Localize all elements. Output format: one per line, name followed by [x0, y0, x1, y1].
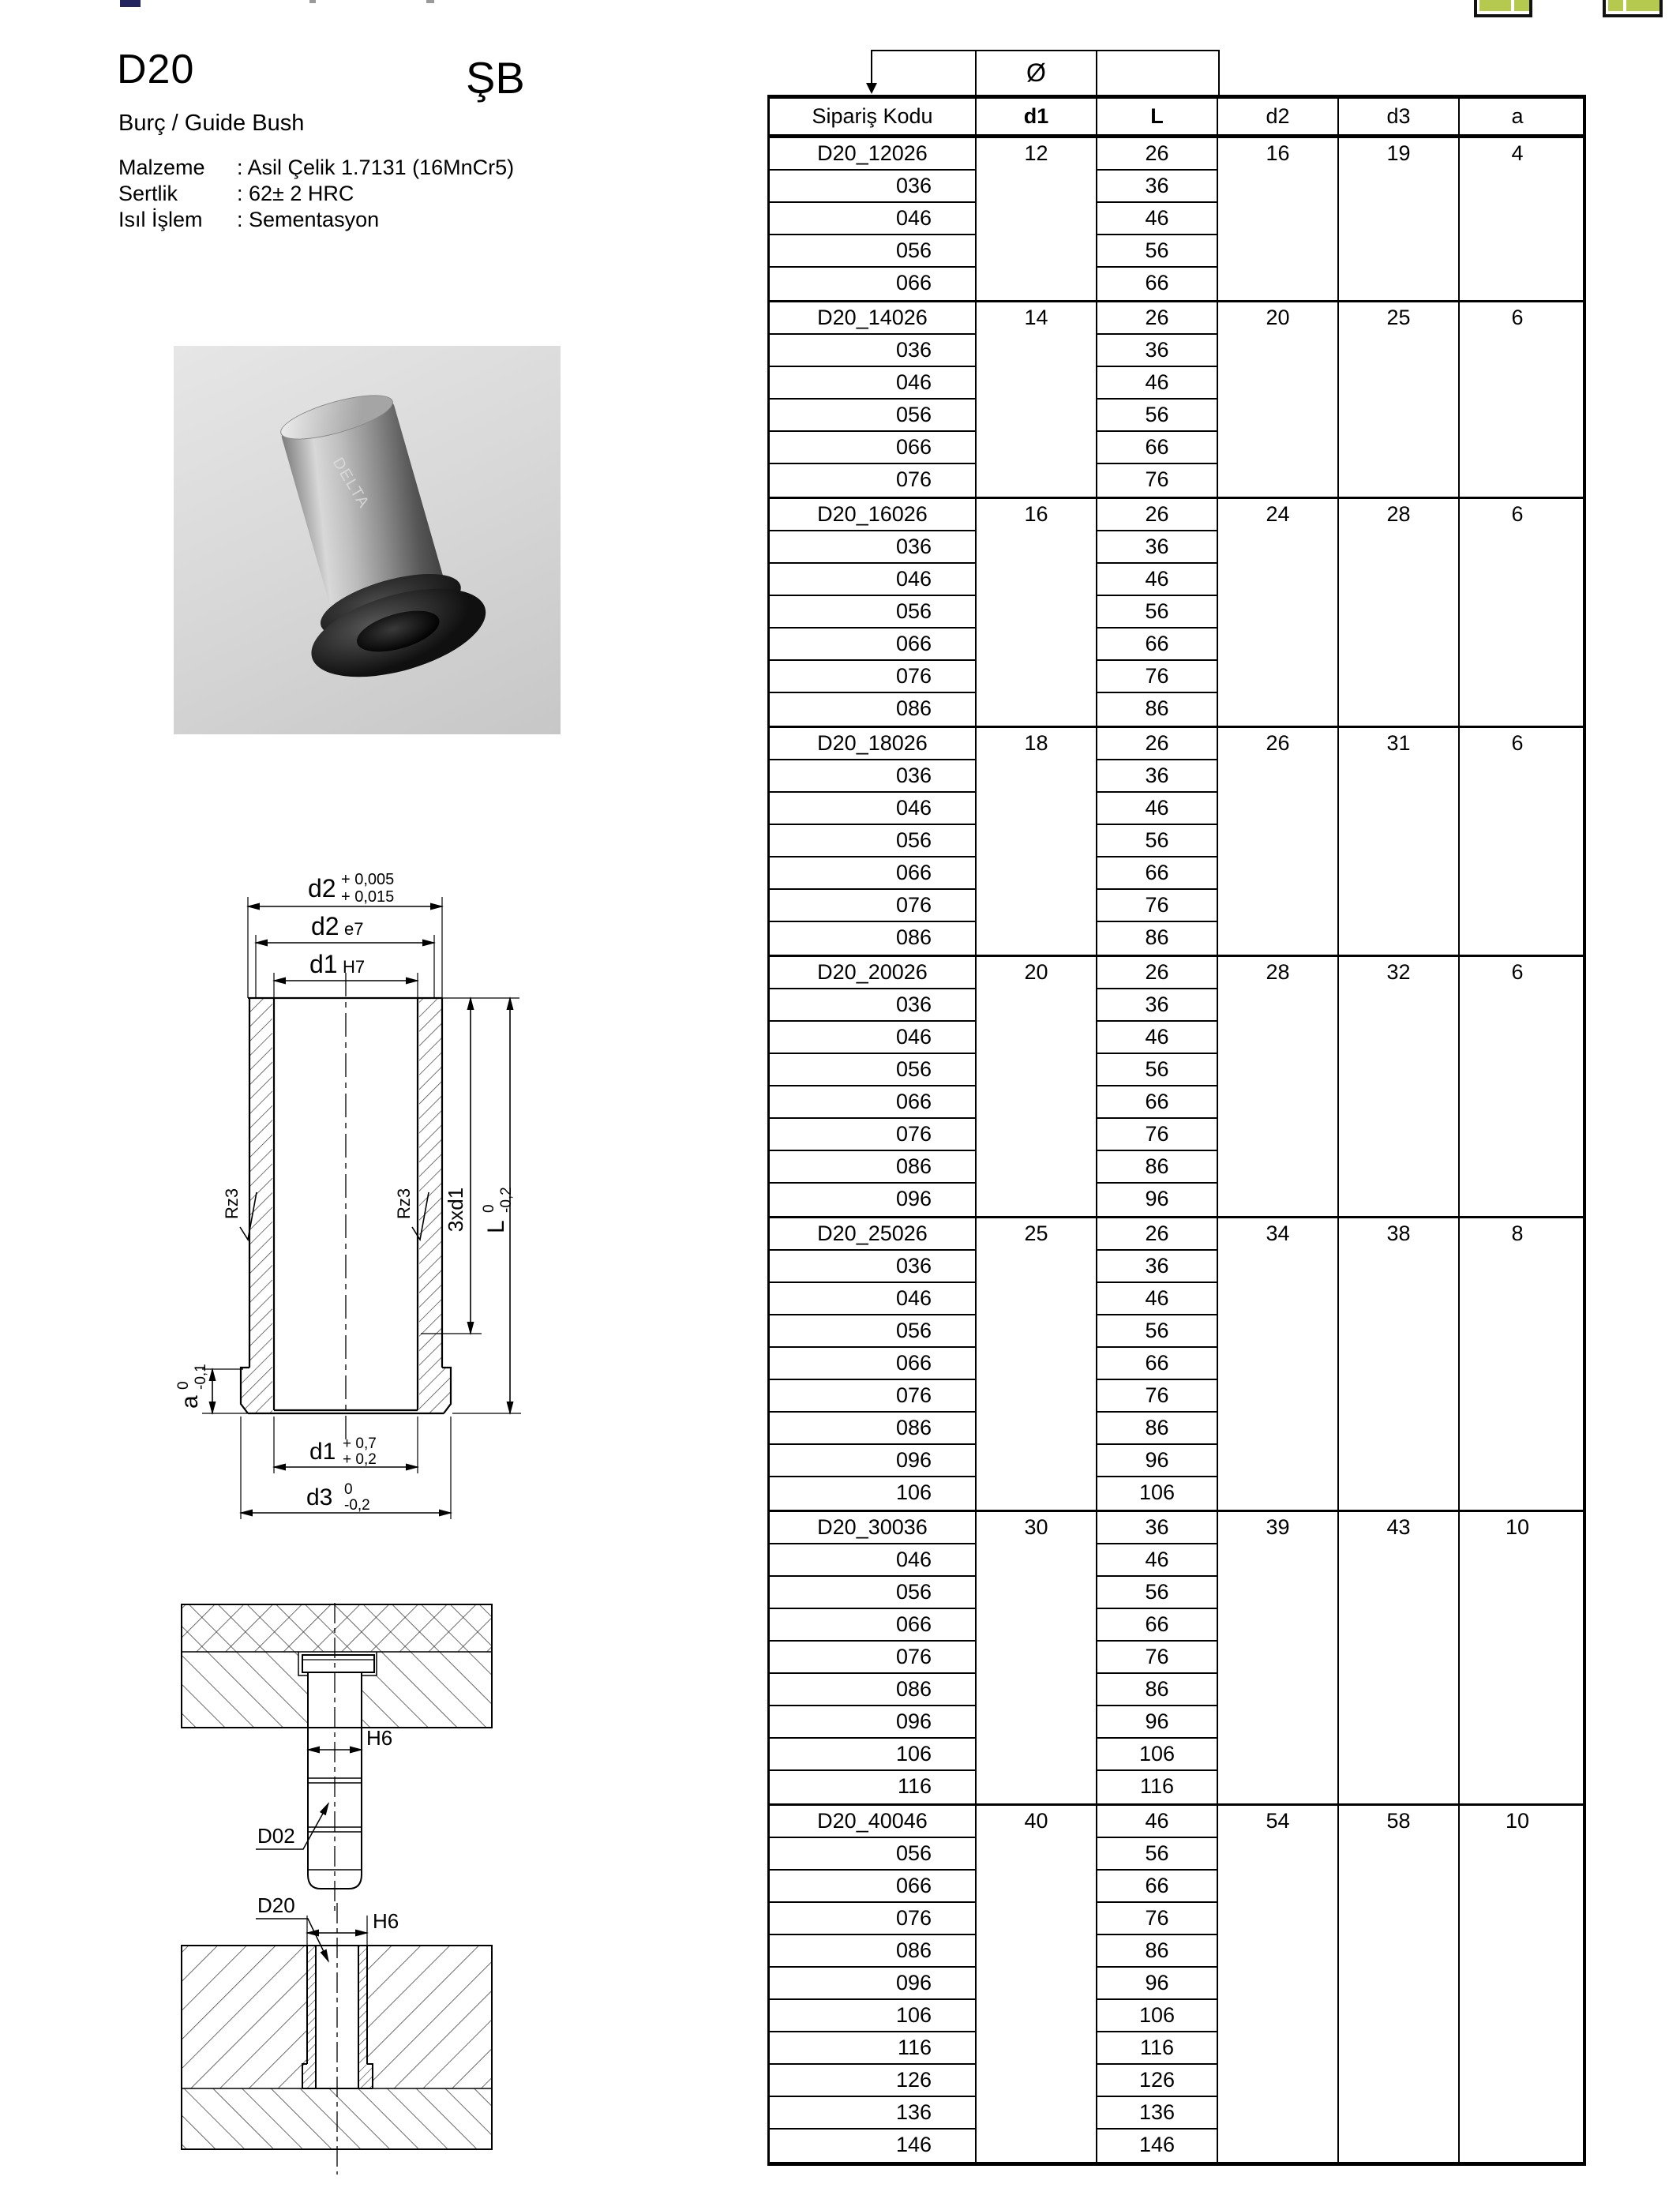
d3-cell [1337, 728, 1458, 955]
d1-cell [975, 302, 1096, 497]
svg-text:a: a [177, 1395, 203, 1409]
order-code-suffix: 096 [770, 1445, 975, 1477]
order-code-suffix: 056 [770, 1054, 975, 1086]
length-value: 106 [1138, 1480, 1176, 1504]
order-code-suffix: 086 [770, 1151, 975, 1184]
page-artifact [309, 0, 316, 3]
order-code-column [770, 138, 975, 300]
d2-value: 34 [1266, 1221, 1290, 1245]
d2-value: 16 [1266, 141, 1290, 165]
d3-value: 25 [1386, 306, 1411, 329]
spec-list [118, 155, 514, 233]
cropped-logo [120, 0, 141, 7]
order-code-suffix: 036 [770, 335, 975, 367]
length-value: 46 [1097, 793, 1217, 825]
length-column [1096, 138, 1217, 300]
order-code-suffix: 036 [770, 171, 975, 203]
a-value: 6 [1511, 731, 1524, 755]
spec-material [118, 155, 514, 181]
length-value: 66 [1097, 629, 1217, 661]
length-value: 66 [1097, 1086, 1217, 1119]
order-code-suffix: 086 [895, 696, 932, 720]
order-code-suffix: 056 [770, 1838, 975, 1871]
order-code-suffix: 066 [770, 432, 975, 464]
order-code-suffix: 046 [770, 793, 975, 825]
installation-drawing-top [158, 1603, 505, 1915]
order-code-suffix: 066 [770, 1348, 975, 1380]
length-value: 86 [1097, 1674, 1217, 1706]
a-value: 8 [1511, 1221, 1524, 1245]
length-column [1096, 728, 1217, 955]
d2-cell [1217, 1806, 1337, 2162]
a-cell [1458, 957, 1575, 1216]
order-code-suffix: 096 [895, 1187, 932, 1210]
d3-value: 43 [1386, 1515, 1411, 1539]
svg-text:L: L [483, 1220, 509, 1233]
table-group [770, 1218, 1583, 1512]
order-code-suffix: 106 [770, 1739, 975, 1771]
length-value: 36 [1097, 760, 1217, 793]
length-value: 86 [1145, 696, 1169, 720]
length-value: 86 [1097, 1413, 1217, 1445]
order-code: D20_18026 [770, 728, 975, 760]
length-value: 56 [1097, 825, 1217, 857]
length-value: 96 [1145, 1187, 1169, 1210]
order-code-suffix: 116 [897, 1774, 932, 1798]
d1-value: 16 [1024, 502, 1048, 526]
length-value: 26 [1097, 302, 1217, 335]
order-code-suffix: 126 [770, 2065, 975, 2097]
length-value: 26 [1097, 728, 1217, 760]
fit-label-h6: H6 [366, 1726, 393, 1750]
order-code-suffix: 066 [770, 1609, 975, 1642]
dim-label-3xd1: 3xd1 [444, 1187, 467, 1233]
order-code-suffix: 046 [770, 564, 975, 596]
length-value: 36 [1097, 989, 1217, 1022]
length-value: 86 [1145, 925, 1169, 949]
length-value: 86 [1097, 1151, 1217, 1184]
d3-value: 28 [1386, 502, 1411, 526]
length-column [1096, 499, 1217, 726]
d1-cell [975, 1218, 1096, 1510]
order-code-suffix: 066 [895, 271, 932, 295]
order-code-suffix: 036 [770, 531, 975, 564]
order-code: D20_14026 [770, 302, 975, 335]
order-code-suffix: 116 [770, 2032, 975, 2065]
length-value: 116 [1139, 1774, 1175, 1798]
d1-value: 20 [1024, 960, 1048, 984]
length-value: 56 [1097, 1577, 1217, 1609]
spec-value: : Sementasyon [237, 208, 380, 231]
section-drawing [109, 862, 542, 1560]
order-code-suffix: 046 [770, 367, 975, 400]
header-d3: d3 [1337, 99, 1458, 134]
dim-tol-lower: + 0,2 [343, 1451, 377, 1468]
svg-text:-0,2: -0,2 [498, 1187, 515, 1213]
order-code: D20_16026 [770, 499, 975, 531]
length-value: 126 [1097, 2065, 1217, 2097]
length-value: 86 [1097, 1935, 1217, 1968]
length-value: 56 [1097, 1838, 1217, 1871]
order-code-suffix: 086 [895, 925, 932, 949]
length-value: 56 [1097, 1054, 1217, 1086]
table-group [770, 728, 1583, 957]
brand-text: DELTA [328, 454, 373, 512]
d2-cell [1217, 1218, 1337, 1510]
d1-cell [975, 499, 1096, 726]
length-value: 96 [1097, 1445, 1217, 1477]
surface-finish-label: Rz3 [222, 1188, 242, 1219]
spec-value: : 62± 2 HRC [237, 182, 354, 205]
length-column [1096, 1218, 1217, 1510]
length-value: 66 [1097, 1609, 1217, 1642]
header-a: a [1458, 99, 1575, 134]
d3-cell [1337, 1512, 1458, 1803]
d3-cell [1337, 1806, 1458, 2162]
order-code-suffix: 096 [770, 1706, 975, 1739]
order-code-suffix: 036 [770, 989, 975, 1022]
length-value: 36 [1097, 1251, 1217, 1283]
table-body [767, 138, 1586, 2166]
length-value: 56 [1097, 235, 1217, 268]
spec-value: : Asil Çelik 1.7131 (16MnCr5) [237, 156, 515, 179]
d3-value: 19 [1386, 141, 1411, 165]
order-code-suffix: 106 [770, 2000, 975, 2032]
order-code-suffix: 036 [770, 760, 975, 793]
d1-value: 40 [1024, 1809, 1048, 1833]
order-code-suffix: 076 [770, 1903, 975, 1935]
product-photo [174, 346, 561, 734]
length-value: 46 [1097, 367, 1217, 400]
d3-cell [1337, 138, 1458, 300]
d3-cell [1337, 302, 1458, 497]
length-column [1096, 1806, 1217, 2162]
length-value: 66 [1097, 857, 1217, 890]
empty-header-cell [1097, 50, 1220, 95]
product-name: Burç / Guide Bush [118, 111, 305, 136]
length-value: 36 [1097, 335, 1217, 367]
order-code-suffix: 056 [770, 825, 975, 857]
dim-tol-lower: -0,2 [344, 1497, 370, 1514]
d2-value: 54 [1266, 1809, 1290, 1833]
order-code-column [770, 499, 975, 726]
a-cell [1458, 302, 1575, 497]
d3-cell [1337, 1218, 1458, 1510]
code-pointer-line [871, 50, 872, 83]
order-code-suffix: 076 [895, 467, 932, 491]
order-code-suffix: 076 [770, 661, 975, 693]
order-code-suffix: 056 [770, 400, 975, 432]
installation-drawing-bottom [158, 1889, 505, 2199]
down-arrow-icon [866, 83, 877, 94]
a-value: 6 [1511, 960, 1524, 984]
dim-label-a [175, 1364, 209, 1409]
length-value: 46 [1097, 203, 1217, 235]
spec-label: Malzeme [118, 156, 205, 179]
length-value: 56 [1097, 596, 1217, 629]
order-code-suffix: 066 [770, 1871, 975, 1903]
d3-cell [1337, 957, 1458, 1216]
order-code-suffix: 046 [770, 1544, 975, 1577]
length-value: 26 [1097, 957, 1217, 989]
length-value: 106 [1097, 2000, 1217, 2032]
pin-ref-label: D02 [257, 1824, 295, 1848]
spec-hardness [118, 181, 514, 207]
d1-cell [975, 138, 1096, 300]
length-value: 66 [1097, 1348, 1217, 1380]
length-value: 36 [1097, 1512, 1217, 1544]
a-value: 10 [1505, 1809, 1530, 1833]
order-code-suffix: 066 [770, 629, 975, 661]
d1-cell [975, 728, 1096, 955]
d2-cell [1217, 302, 1337, 497]
spec-heat-treatment [118, 207, 514, 233]
length-value: 76 [1097, 890, 1217, 922]
order-code-suffix: 076 [770, 1119, 975, 1151]
d1-value: 12 [1024, 141, 1048, 165]
a-value: 4 [1511, 141, 1524, 165]
d1-value: 18 [1024, 731, 1048, 755]
length-value: 46 [1097, 1544, 1217, 1577]
length-value: 76 [1097, 1903, 1217, 1935]
d2-cell [1217, 1512, 1337, 1803]
table-pre-header [767, 50, 1586, 95]
table-group [770, 138, 1583, 302]
d3-value: 38 [1386, 1221, 1411, 1245]
dim-tol-upper: 0 [344, 1481, 353, 1498]
page-title: D20 [117, 47, 195, 92]
order-code-suffix: 056 [770, 235, 975, 268]
header-d1: d1 [975, 99, 1096, 134]
order-code-suffix: 056 [770, 1315, 975, 1348]
table-group [770, 957, 1583, 1218]
order-code-column [770, 957, 975, 1216]
a-cell [1458, 1512, 1575, 1803]
d2-value: 20 [1266, 306, 1290, 329]
order-code-suffix: 076 [770, 1380, 975, 1413]
dim-label-d1-h7: d1 [309, 950, 338, 978]
length-value: 46 [1097, 1806, 1217, 1838]
order-code-suffix: 076 [770, 1642, 975, 1674]
order-code-column [770, 302, 975, 497]
fit-label-h6: H6 [373, 1909, 399, 1933]
order-code: D20_40046 [770, 1806, 975, 1838]
surface-finish-label: Rz3 [394, 1188, 414, 1219]
length-value: 46 [1097, 1022, 1217, 1054]
order-code-suffix: 146 [895, 2133, 932, 2156]
header-L: L [1096, 99, 1217, 134]
svg-text:-0,1: -0,1 [193, 1364, 209, 1390]
order-code-suffix: 066 [770, 857, 975, 890]
length-value: 76 [1097, 1380, 1217, 1413]
d1-cell [975, 1806, 1096, 2162]
dim-label-d3-tol: d3 [306, 1484, 333, 1510]
length-value: 76 [1097, 661, 1217, 693]
a-cell [1458, 728, 1575, 955]
length-value: 26 [1097, 499, 1217, 531]
svg-text:0: 0 [175, 1381, 192, 1390]
d3-value: 58 [1386, 1809, 1411, 1833]
d1-cell [975, 1512, 1096, 1803]
order-code-suffix: 056 [770, 596, 975, 629]
page-artifact [426, 0, 434, 3]
d3-value: 31 [1386, 731, 1411, 755]
length-value: 26 [1097, 138, 1217, 171]
d2-value: 26 [1266, 731, 1290, 755]
length-value: 36 [1097, 171, 1217, 203]
length-column [1096, 957, 1217, 1216]
mold-plate-icon [1474, 0, 1532, 17]
order-code-suffix: 106 [895, 1480, 932, 1504]
length-value: 76 [1145, 467, 1169, 491]
table-group [770, 499, 1583, 728]
a-value: 6 [1511, 502, 1524, 526]
length-column [1096, 302, 1217, 497]
order-code-suffix: 046 [770, 1022, 975, 1054]
d2-cell [1217, 499, 1337, 726]
order-code-column [770, 1218, 975, 1510]
order-code: D20_20026 [770, 957, 975, 989]
d1-cell [975, 957, 1096, 1216]
spec-label: Sertlik [118, 182, 178, 205]
table-group [770, 302, 1583, 499]
order-code-suffix: 086 [770, 1413, 975, 1445]
header-order-code: Sipariş Kodu [812, 104, 933, 128]
dim-tol-lower: + 0,015 [341, 888, 395, 906]
order-code-suffix: 046 [770, 203, 975, 235]
series-code: ŞB [466, 53, 525, 103]
d2-cell [1217, 138, 1337, 300]
length-column [1096, 1512, 1217, 1803]
d3-value: 32 [1386, 960, 1411, 984]
order-code-suffix: 046 [770, 1283, 975, 1315]
order-code-suffix: 096 [770, 1968, 975, 2000]
table-group [770, 1512, 1583, 1806]
d1-value: 25 [1024, 1221, 1048, 1245]
mold-plate-icon [1603, 0, 1663, 17]
size-table [767, 50, 1586, 2166]
length-value: 66 [1097, 1871, 1217, 1903]
d1-value: 14 [1024, 306, 1048, 329]
order-code-suffix: 086 [770, 1674, 975, 1706]
order-code-suffix: 076 [770, 890, 975, 922]
dim-label-d1-tol: d1 [309, 1439, 336, 1465]
order-code-column [770, 1806, 975, 2162]
diameter-symbol-cell: Ø [975, 50, 1097, 95]
order-code-suffix: 056 [770, 1577, 975, 1609]
order-code-column [770, 728, 975, 955]
order-code-suffix: 036 [770, 1251, 975, 1283]
dim-fit-h7: H7 [343, 957, 366, 977]
dim-label-d2-e7: d2 [311, 912, 339, 940]
order-code-suffix: 086 [770, 1935, 975, 1968]
order-code: D20_30036 [770, 1512, 975, 1544]
d2-value: 39 [1266, 1515, 1290, 1539]
length-value: 66 [1145, 271, 1169, 295]
order-code: D20_12026 [770, 138, 975, 171]
length-value: 26 [1097, 1218, 1217, 1251]
order-code-suffix: 066 [770, 1086, 975, 1119]
table-header-row [767, 95, 1586, 138]
length-value: 96 [1097, 1968, 1217, 2000]
d2-value: 24 [1266, 502, 1290, 526]
dim-tol-upper: + 0,7 [343, 1435, 377, 1452]
d2-cell [1217, 957, 1337, 1216]
length-value: 106 [1097, 1739, 1217, 1771]
length-value: 56 [1097, 1315, 1217, 1348]
d2-value: 28 [1266, 960, 1290, 984]
svg-text:0: 0 [481, 1204, 497, 1213]
length-value: 136 [1097, 2097, 1217, 2130]
order-code-column [770, 1512, 975, 1803]
table-group [770, 1806, 1583, 2162]
code-pointer-line [871, 50, 975, 51]
length-value: 76 [1097, 1119, 1217, 1151]
dim-label-d2-tol: d2 [308, 874, 336, 902]
order-code: D20_25026 [770, 1218, 975, 1251]
dim-fit-e7: e7 [344, 919, 364, 939]
spec-label: Isıl İşlem [118, 208, 203, 231]
length-value: 46 [1097, 564, 1217, 596]
a-cell [1458, 138, 1575, 300]
a-cell [1458, 1806, 1575, 2162]
d3-cell [1337, 499, 1458, 726]
dim-tol-upper: + 0,005 [341, 871, 395, 888]
length-value: 36 [1097, 531, 1217, 564]
length-value: 96 [1097, 1706, 1217, 1739]
a-value: 6 [1511, 306, 1524, 329]
guide-bush-photo [181, 346, 553, 734]
header-d2: d2 [1217, 99, 1337, 134]
a-cell [1458, 1218, 1575, 1510]
a-cell [1458, 499, 1575, 726]
length-value: 46 [1097, 1283, 1217, 1315]
order-code-suffix: 136 [770, 2097, 975, 2130]
a-value: 10 [1505, 1515, 1530, 1539]
d1-value: 30 [1024, 1515, 1048, 1539]
length-value: 76 [1097, 1642, 1217, 1674]
length-value: 116 [1097, 2032, 1217, 2065]
length-value: 66 [1097, 432, 1217, 464]
bush-ref-label: D20 [257, 1893, 295, 1917]
d2-cell [1217, 728, 1337, 955]
length-value: 146 [1138, 2133, 1176, 2156]
length-value: 56 [1097, 400, 1217, 432]
